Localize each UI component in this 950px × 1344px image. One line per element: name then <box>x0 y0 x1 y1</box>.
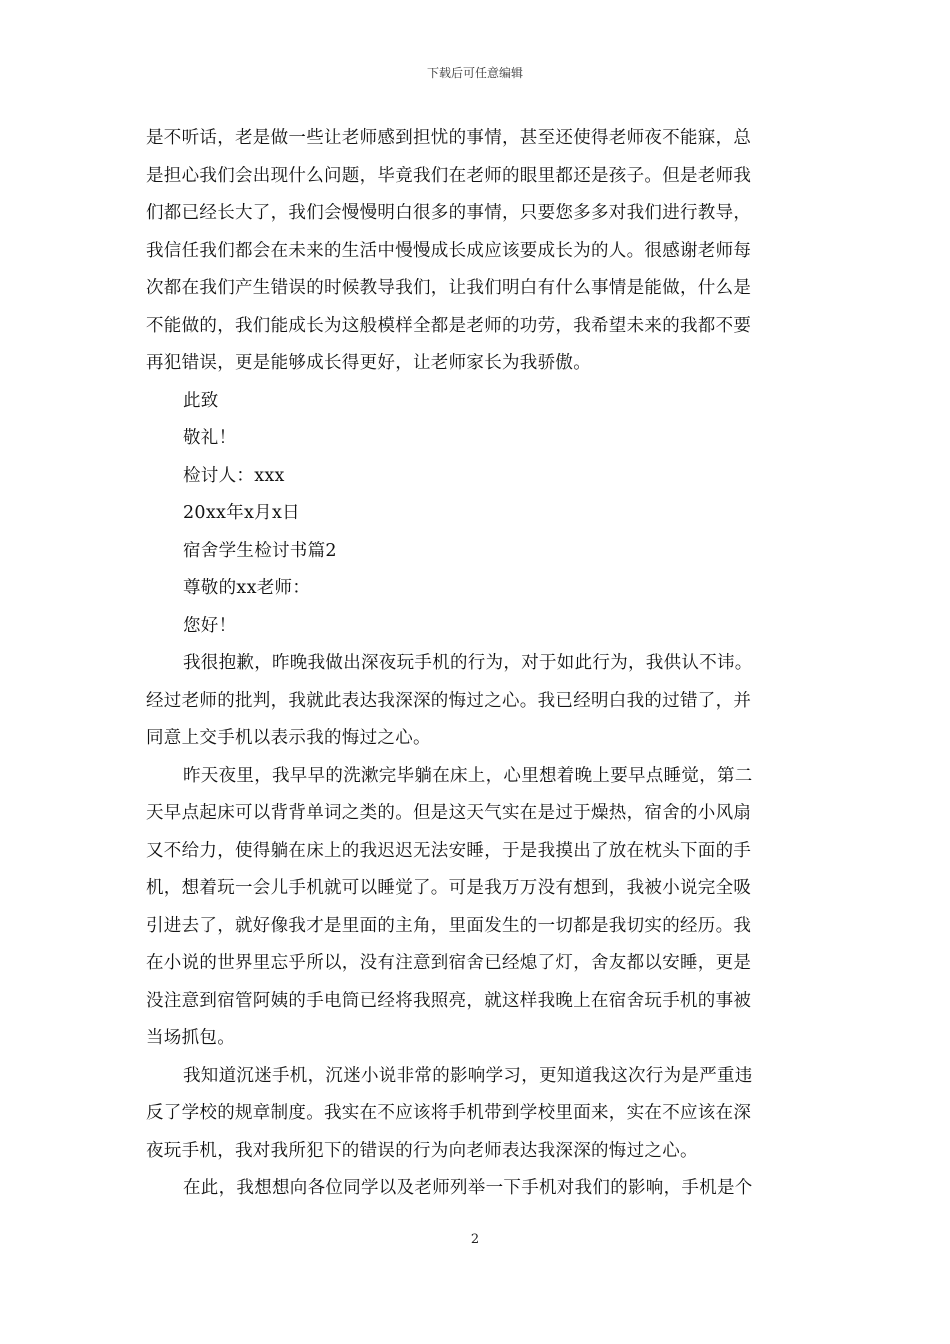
text-line: 是不听话，老是做一些让老师感到担忧的事情，甚至还使得老师夜不能寐，总 <box>146 128 752 148</box>
text-line: 经过老师的批判，我就此表达我深深的悔过之心。我已经明白我的过错了，并 <box>146 690 752 711</box>
text-line: 天早点起床可以背背单词之类的。但是这天气实在是过于燥热，宿舍的小风扇 <box>146 803 752 823</box>
text-line: 在此，我想想向各位同学以及老师列举一下手机对我们的影响，手机是个 <box>183 1178 753 1198</box>
text-line: 们都已经长大了，我们会慢慢明白很多的事情，只要您多多对我们进行教导， <box>146 203 752 223</box>
text-line: 是担心我们会出现什么问题，毕竟我们在老师的眼里都还是孩子。但是老师我 <box>146 165 752 186</box>
text-line: 检讨人：xxx <box>183 465 285 486</box>
text-line: 此致 <box>183 390 219 411</box>
text-line: 当场抓包。 <box>146 1028 235 1048</box>
text-line: 我信任我们都会在未来的生活中慢慢成长成应该要成长为的人。很感谢老师每 <box>146 240 752 261</box>
text-line: 我知道沉迷手机，沉迷小说非常的影响学习，更知道我这次行为是严重违 <box>183 1065 753 1086</box>
text-line: 20xx年x月x日 <box>183 503 300 523</box>
text-line: 同意上交手机以表示我的悔过之心。 <box>146 728 431 748</box>
text-line: 昨天夜里，我早早的洗漱完毕躺在床上，心里想着晚上要早点睡觉，第二 <box>183 765 753 786</box>
text-line: 反了学校的规章制度。我实在不应该将手机带到学校里面来，实在不应该在深 <box>146 1103 752 1123</box>
text-line: 次都在我们产生错误的时候教导我们，让我们明白有什么事情是能做，什么是 <box>146 278 752 298</box>
text-line: 您好！ <box>183 615 237 636</box>
text-line: 宿舍学生检讨书篇2 <box>183 540 337 561</box>
page-number: 2 <box>470 1232 480 1247</box>
text-line: 引进去了，就好像我才是里面的主角，里面发生的一切都是我切实的经历。我 <box>146 915 752 936</box>
text-line: 敬礼！ <box>183 428 237 448</box>
text-line: 又不给力，使得躺在床上的我迟迟无法安睡，于是我摸出了放在枕头下面的手 <box>146 840 752 861</box>
text-line: 尊敬的xx老师： <box>183 578 311 598</box>
text-line: 夜玩手机，我对我所犯下的错误的行为向老师表达我深深的悔过之心。 <box>146 1140 698 1161</box>
text-line: 再犯错误，更是能够成长得更好，让老师家长为我骄傲。 <box>146 353 591 373</box>
text-line: 不能做的，我们能成长为这般模样全都是老师的功劳，我希望未来的我都不要 <box>146 315 752 336</box>
document-body <box>146 120 808 1208</box>
page-header: 下载后可任意编辑 <box>426 66 523 80</box>
text-line: 机，想着玩一会儿手机就可以睡觉了。可是我万万没有想到，我被小说完全吸 <box>146 878 752 898</box>
text-line: 我很抱歉，昨晚我做出深夜玩手机的行为，对于如此行为，我供认不讳。 <box>183 653 753 673</box>
text-line: 没注意到宿管阿姨的手电筒已经将我照亮，就这样我晚上在宿舍玩手机的事被 <box>146 990 752 1011</box>
text-line: 在小说的世界里忘乎所以，没有注意到宿舍已经熄了灯，舍友都以安睡，更是 <box>146 953 752 973</box>
